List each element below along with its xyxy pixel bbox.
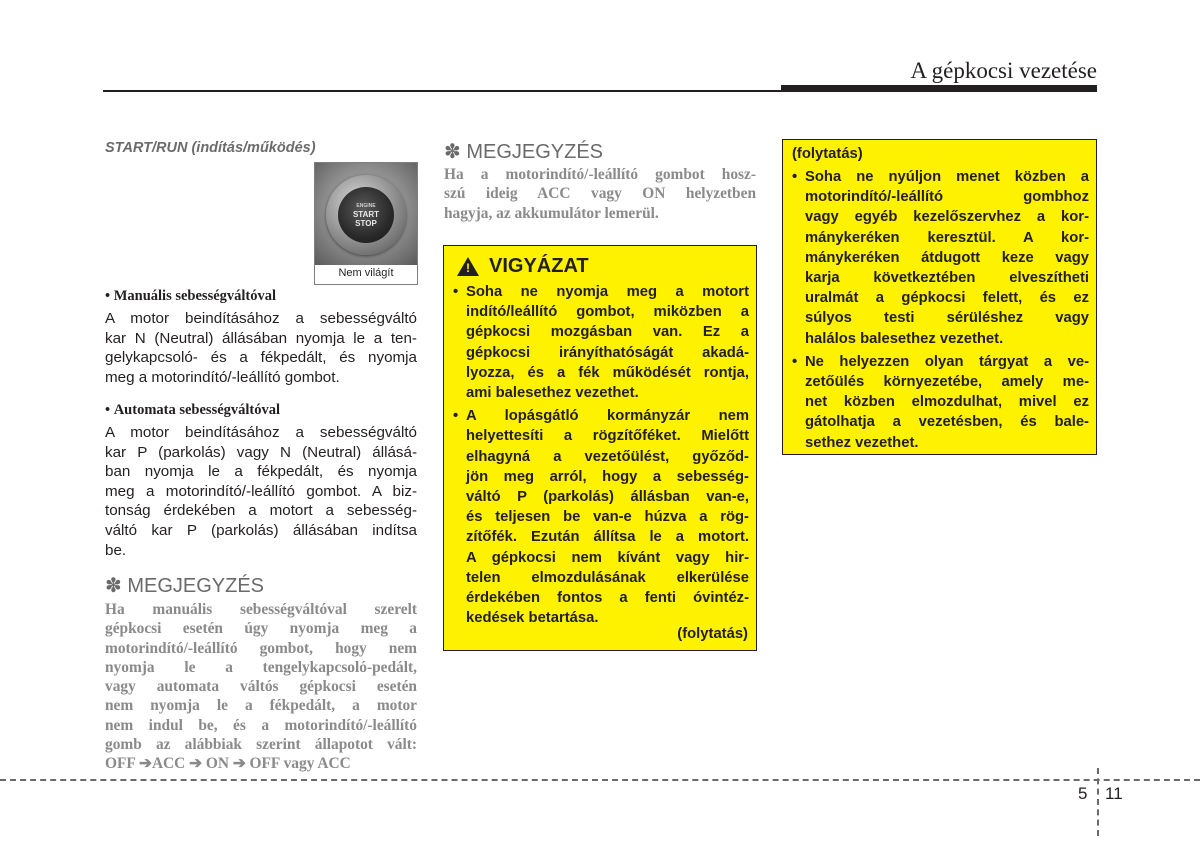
start-stop-button-face xyxy=(338,187,394,243)
text-line: vagy automata váltós gépkocsi esetén xyxy=(105,678,417,696)
continued-label: (folytatás) xyxy=(792,146,863,162)
text-line: tonság érdekében a motort a sebesség- xyxy=(105,502,417,520)
text-line: meg a motorindító/-leállító gombot. xyxy=(105,368,340,386)
text-line: elhagyná a vezetőülést, győződ- xyxy=(466,448,749,465)
text-line: súlyos testi sérüléshez vagy xyxy=(805,310,1089,327)
text-line: gelykapcsoló- és a fékpedált, és nyomja xyxy=(105,349,417,367)
text-line: nyomja le a tengelykapcsoló-pedált, xyxy=(105,658,417,676)
warning-item xyxy=(783,352,1089,453)
text-line: motorindító/-leállító gombhoz xyxy=(805,189,1089,206)
figure-label: START/RUN (indítás/működés) xyxy=(105,140,316,156)
text-line: uralmát a gépkocsi felett, és ez xyxy=(805,290,1089,307)
warning-item xyxy=(444,282,749,403)
text-line: • A lopásgátló kormányzár nem xyxy=(466,408,749,425)
text-line: mánykeréken átdugott keze vagy xyxy=(805,249,1089,266)
text-line: • Soha ne nyúljon menet közben a xyxy=(805,169,1089,185)
text-line: érdekében fontos a fenti óvintéz- xyxy=(466,590,749,607)
start-stop-button-bezel xyxy=(326,175,406,255)
warning-triangle-icon: ! xyxy=(457,257,479,276)
text-line: hagyja, az akkumulátor lemerül. xyxy=(444,204,659,222)
text-line: és teljesen be van-e húzva a rög- xyxy=(466,509,749,526)
text-line: gépkocsi esetén úgy nyomja meg a xyxy=(105,620,417,638)
footer-rule xyxy=(0,779,1200,781)
warning-title xyxy=(457,255,589,278)
text-line: sethez vezethet. xyxy=(805,434,919,451)
text-line: be. xyxy=(105,541,127,559)
text-line: váltó P (parkolás) állásban van-e, xyxy=(466,489,749,506)
text-line: vagy egyéb kezelőszervhez a kor- xyxy=(805,209,1089,226)
text-line: gépkocsi irányíthatóságát akadá- xyxy=(466,344,749,361)
note-paragraph xyxy=(105,600,417,774)
button-small-label: ENGINE xyxy=(356,202,376,209)
manual-heading: • Manuális sebességváltóval xyxy=(105,288,277,304)
manual-heading-text: Manuális sebességváltóval xyxy=(113,288,277,304)
text-line: szú ideig ACC vagy ON helyzetben xyxy=(444,185,756,203)
warning-title-text: VIGYÁZAT xyxy=(489,255,589,277)
text-line: helyettesíti a rögzítőféket. Mielőtt xyxy=(466,428,749,445)
text-line: • Ne helyezzen olyan tárgyat a ve- xyxy=(805,353,1089,370)
text-line: lyozza, és a fék működését rontja, xyxy=(466,364,749,381)
warning-box xyxy=(443,245,757,651)
text-line: gátolhatja a vezetésben, és bale- xyxy=(805,414,1089,431)
warning-list xyxy=(783,167,1089,453)
warning-item xyxy=(783,167,1089,349)
note-heading: ✽ MEGJEGYZÉS xyxy=(444,141,604,163)
warning-box-continued xyxy=(782,139,1097,455)
text-line: Ha a motorindító/-leállító gombot hosz- xyxy=(444,166,756,183)
note-paragraph xyxy=(444,165,756,223)
text-line: váltó kar P (parkolás) állásában indítsa xyxy=(105,521,417,539)
footer-divider xyxy=(1097,768,1099,836)
start-stop-button-photo xyxy=(315,163,417,265)
text-line: zetőülés környezetébe, amely me- xyxy=(805,374,1089,391)
text-line: nem nyomja le a fékpedált, a motor xyxy=(105,697,417,715)
header-rule xyxy=(103,90,783,92)
text-line: zítőfék. Ezután állítsa le a motort. xyxy=(466,529,749,546)
text-line: meg a motorindító/-leállító gombot. A biz- xyxy=(105,482,417,500)
figure-caption: Nem világít xyxy=(338,267,394,279)
text-line: jön meg arról, hogy a sebesség- xyxy=(466,468,749,485)
header-rule-accent xyxy=(781,85,1097,92)
chapter-number: 5 xyxy=(1078,784,1088,803)
warning-item xyxy=(444,406,749,628)
text-line: A gépkocsi nem kívánt vagy hir- xyxy=(466,549,749,566)
text-line: indító/leállító gombot, miközben a xyxy=(466,304,749,321)
button-label-start: START xyxy=(352,209,380,219)
button-label-stop: STOP xyxy=(355,218,377,228)
page-number: 11 xyxy=(1105,784,1123,803)
continued-label: (folytatás) xyxy=(677,626,748,642)
text-line: kedések betartása. xyxy=(466,610,599,627)
text-line: • Soha ne nyomja meg a motort xyxy=(466,284,749,300)
text-line: A motor beindításához a sebességváltó xyxy=(105,310,417,327)
text-line: A motor beindításához a sebességváltó xyxy=(105,424,417,441)
start-stop-button-figure xyxy=(314,162,418,285)
warning-list xyxy=(444,282,749,628)
text-line: Ha manuális sebességváltóval szerelt xyxy=(105,601,417,618)
text-line: motorindító/-leállító gombot, hogy nem xyxy=(105,639,417,657)
text-line: kar N (Neutral) állásában nyomja le a ten- xyxy=(105,329,417,347)
text-line: mánykeréken keresztül. A kor- xyxy=(805,229,1089,246)
text-line: OFF ➔ACC ➔ ON ➔ OFF vagy ACC xyxy=(105,755,351,773)
text-line: gépkocsi mozgásban van. Ez a xyxy=(466,324,749,341)
text-line: halálos balesethez vezethet. xyxy=(805,330,1004,347)
text-line: ami balesethez vezethet. xyxy=(466,385,639,402)
text-line: net közben elmozdulhat, mivel ez xyxy=(805,394,1089,411)
text-line: nem indul be, és a motorindító/-leállító xyxy=(105,716,417,734)
text-line: kar P (parkolás) vagy N (Neutral) állásá- xyxy=(105,443,417,461)
note-heading: ✽ MEGJEGYZÉS xyxy=(105,575,265,597)
text-line: karja következtében elveszítheti xyxy=(805,270,1089,287)
manual-paragraph xyxy=(105,309,417,387)
text-line: telen elmozdulásának elkerülése xyxy=(466,569,749,586)
automatic-heading: • Automata sebességváltóval xyxy=(105,402,281,418)
automatic-paragraph xyxy=(105,423,417,560)
text-line: gomb az alábbiak szerint állapotot vált: xyxy=(105,736,417,754)
text-line: ban nyomja le a fékpedált, és nyomja xyxy=(105,463,417,481)
automatic-heading-text: Automata sebességváltóval xyxy=(113,402,281,418)
running-header-title: A gépkocsi vezetése xyxy=(910,58,1097,83)
